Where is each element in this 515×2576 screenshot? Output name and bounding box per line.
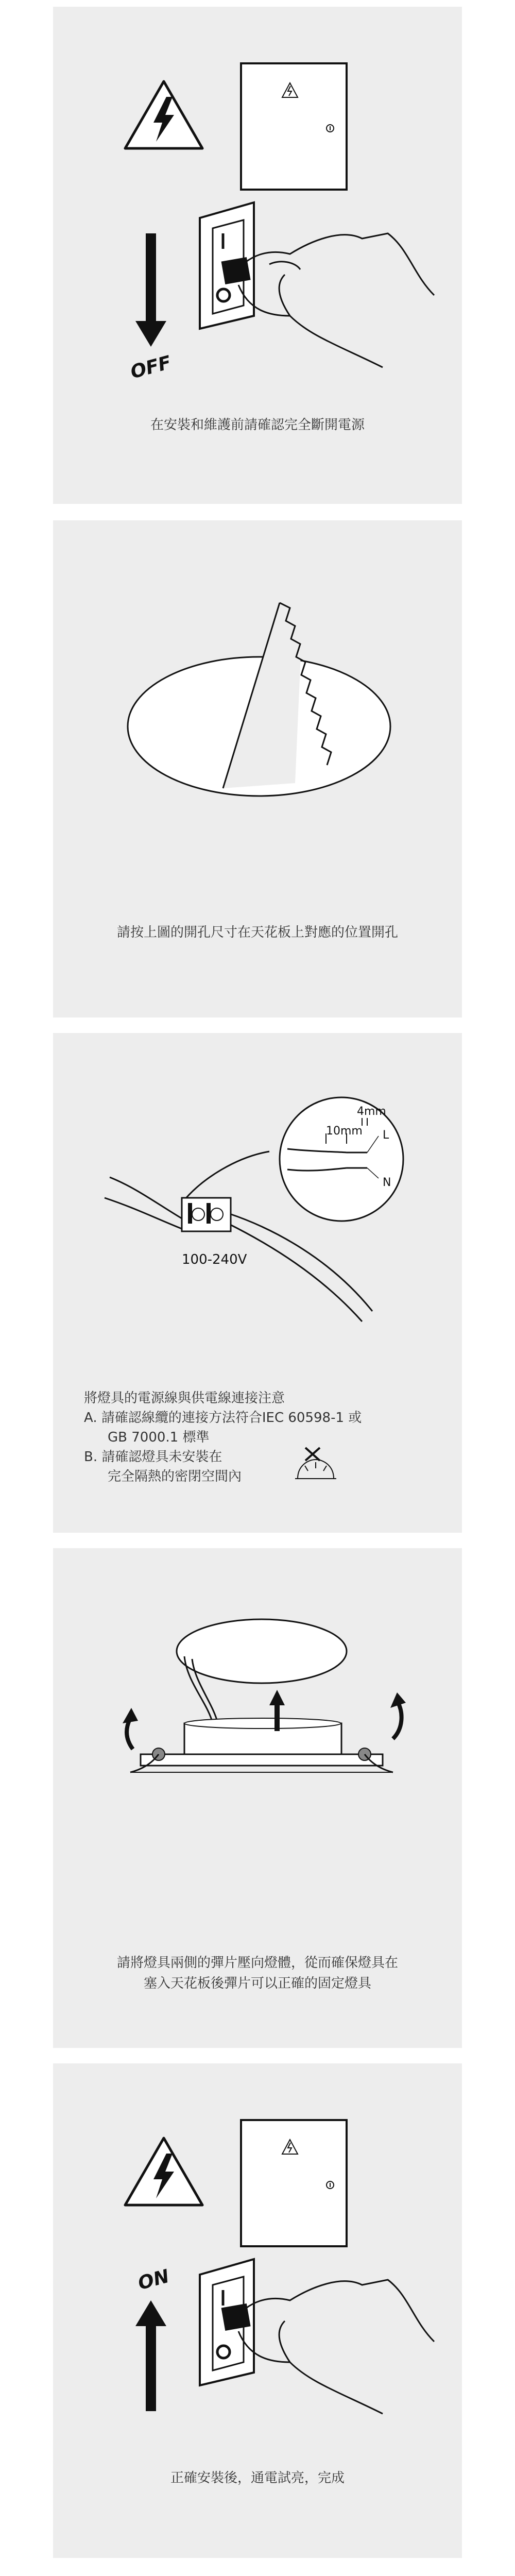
- clip-caption-line-1: 請將燈具兩側的彈片壓向燈體，從而確保燈具在: [116, 1955, 398, 1971]
- switch-off-label: OFF: [128, 352, 174, 383]
- wiring-note-b-cont: 完全隔熱的密閉空間內: [108, 1469, 242, 1484]
- curved-arrow-left-icon: [123, 1708, 138, 1749]
- spring-clip-illustration: [53, 1548, 462, 1909]
- wiring-note-b: B. 請確認燈具未安裝在: [84, 1449, 222, 1465]
- live-wire-label: L: [383, 1129, 389, 1142]
- step-caption: 在安裝和維護前請確認完全斷開電源: [150, 417, 365, 433]
- wall-switch-icon: [200, 2259, 254, 2385]
- step-card-wiring: [53, 1033, 462, 1533]
- high-voltage-warning-icon: [125, 81, 202, 148]
- terminal-block-icon: [182, 1198, 231, 1231]
- step-card-cut-hole: [53, 520, 462, 1018]
- high-voltage-warning-icon: [125, 2138, 202, 2205]
- no-insulation-cover-icon: [290, 1445, 341, 1486]
- hand-icon: [233, 2280, 434, 2414]
- breaker-box-icon: [241, 63, 347, 190]
- step-card-power-on: [53, 2063, 462, 2558]
- wire-length-label: 10mm: [326, 1125, 363, 1138]
- wiring-note-a-cont: GB 7000.1 標準: [108, 1430, 210, 1445]
- power-on-illustration: [53, 2063, 462, 2455]
- curved-arrow-right-icon: [390, 1692, 406, 1739]
- step-card-power-off: [53, 7, 462, 504]
- arrow-down-icon: [135, 233, 166, 347]
- breaker-box-icon: [241, 2120, 347, 2246]
- wiring-note-title: 將燈具的電源線與供電線連接注意: [84, 1391, 285, 1406]
- power-off-illustration: [53, 7, 462, 398]
- strip-length-label: 4mm: [357, 1105, 386, 1118]
- neutral-wire-label: N: [383, 1176, 391, 1189]
- voltage-label: 100-240V: [182, 1252, 247, 1267]
- step-caption: 請按上圖的開孔尺寸在天花板上對應的位置開孔: [116, 925, 398, 940]
- wiring-illustration: [53, 1033, 462, 1342]
- clip-caption-line-2: 塞入天花板後彈片可以正確的固定燈具: [143, 1976, 371, 1991]
- step-card-spring-clips: [53, 1548, 462, 2048]
- wall-switch-icon: [200, 202, 254, 329]
- hand-icon: [233, 233, 434, 367]
- step-caption: 正確安裝後，通電試亮，完成: [170, 2470, 345, 2486]
- arrow-up-icon: [135, 2300, 166, 2411]
- wiring-note-a: A. 請確認線纜的連接方法符合IEC 60598-1 或: [84, 1410, 362, 1426]
- saw-cut-illustration: [53, 520, 462, 912]
- switch-on-label: ON: [135, 2265, 172, 2295]
